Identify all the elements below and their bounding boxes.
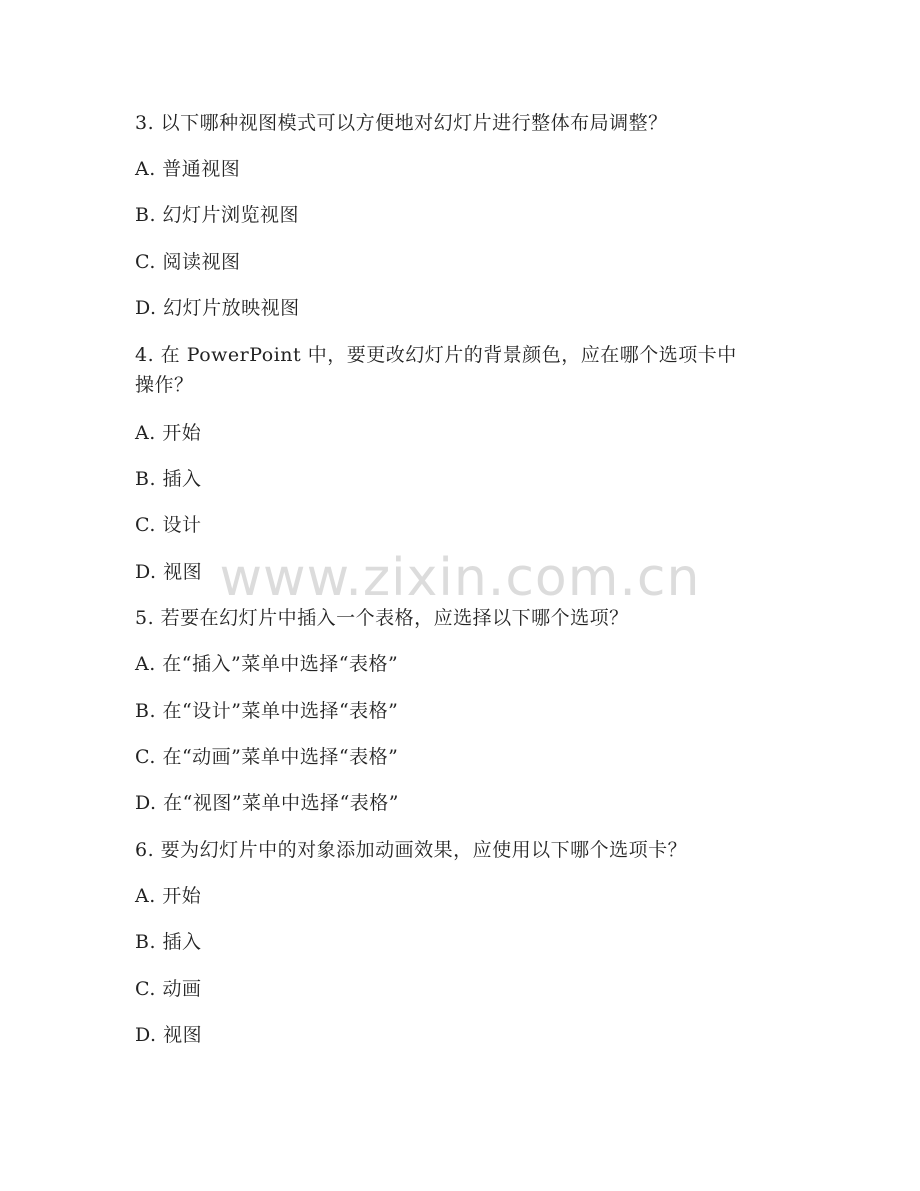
question-4-option-a: A. 开始 xyxy=(135,422,202,444)
question-4-text: 4. 在 PowerPoint 中，要更改幻灯片的背景颜色，应在哪个选项卡中 xyxy=(135,344,737,366)
question-4-text-continued: 操作？ xyxy=(135,374,194,396)
question-4-option-d: D. 视图 xyxy=(135,561,203,583)
question-3-option-c: C. 阅读视图 xyxy=(135,251,241,273)
question-5-option-d: D. 在“视图”菜单中选择“表格” xyxy=(135,792,399,814)
question-6-option-a: A. 开始 xyxy=(135,885,202,907)
question-3-text: 3. 以下哪种视图模式可以方便地对幻灯片进行整体布局调整？ xyxy=(135,112,668,134)
question-4-option-b: B. 插入 xyxy=(135,468,202,490)
question-5-text: 5. 若要在幻灯片中插入一个表格，应选择以下哪个选项？ xyxy=(135,607,629,629)
question-3-option-a: A. 普通视图 xyxy=(135,158,241,180)
question-3-option-d: D. 幻灯片放映视图 xyxy=(135,297,300,319)
question-5-option-b: B. 在“设计”菜单中选择“表格” xyxy=(135,700,399,722)
question-5-option-c: C. 在“动画”菜单中选择“表格” xyxy=(135,746,399,768)
question-6-text: 6. 要为幻灯片中的对象添加动画效果，应使用以下哪个选项卡？ xyxy=(135,839,688,861)
question-6-option-d: D. 视图 xyxy=(135,1024,203,1046)
question-6-option-c: C. 动画 xyxy=(135,978,202,1000)
question-5-option-a: A. 在“插入”菜单中选择“表格” xyxy=(135,653,399,675)
question-4-option-c: C. 设计 xyxy=(135,514,202,536)
question-3-option-b: B. 幻灯片浏览视图 xyxy=(135,204,300,226)
watermark: www.zixin.com.cn xyxy=(219,548,701,608)
question-6-option-b: B. 插入 xyxy=(135,931,202,953)
